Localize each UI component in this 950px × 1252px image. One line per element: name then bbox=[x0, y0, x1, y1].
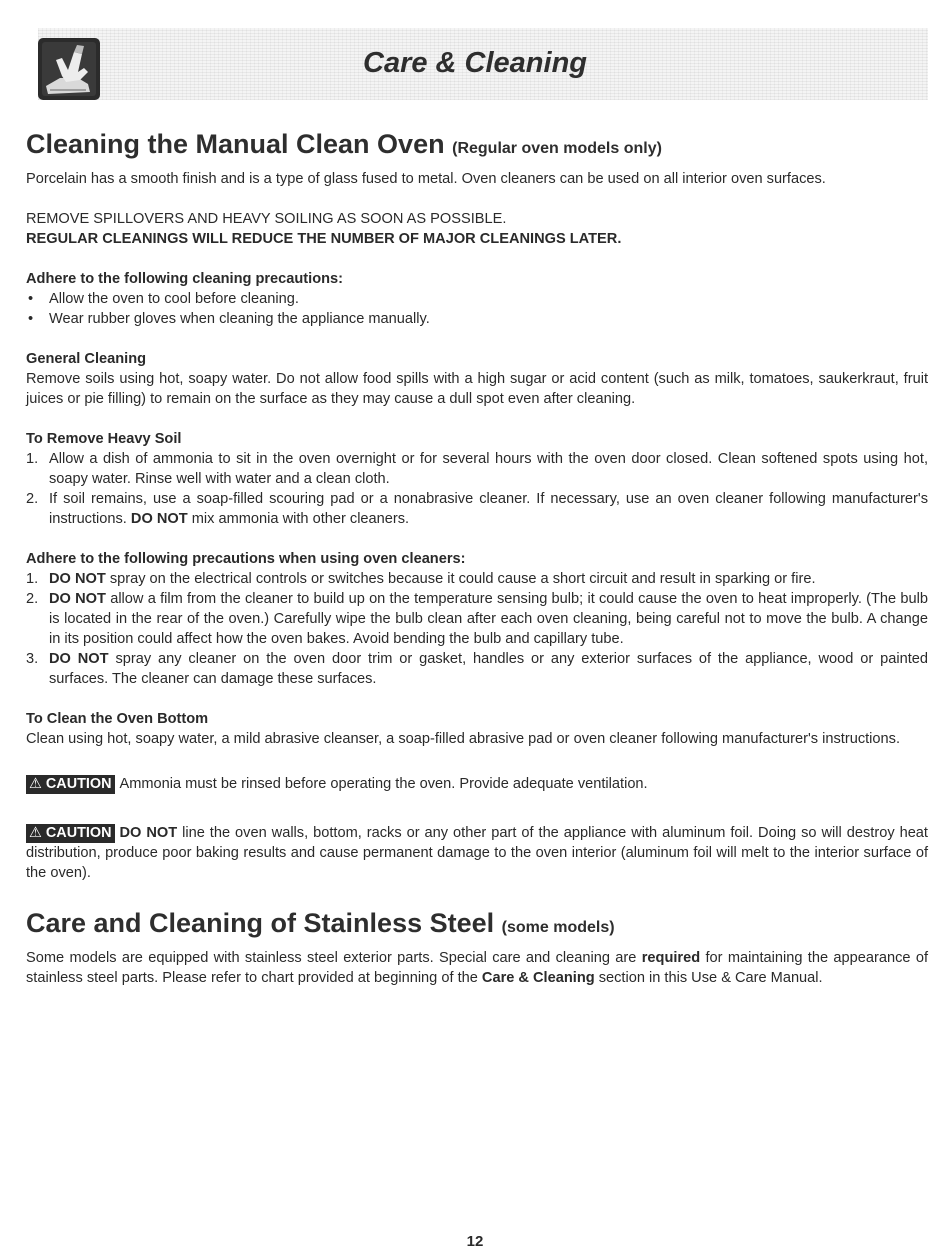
warning-triangle-icon: ⚠ bbox=[29, 776, 42, 792]
section-title-stainless-steel: Care and Cleaning of Stainless Steel (some models) bbox=[26, 908, 615, 938]
notice-regular-cleanings: REGULAR CLEANINGS WILL REDUCE THE NUMBER OF MAJOR CLEANINGS LATER. bbox=[26, 231, 622, 247]
heavy-soil-heading: To Remove Heavy Soil bbox=[26, 431, 182, 447]
general-cleaning-text: Remove soils using hot, soapy water. Do not allow food spills with a high sugar or acid content (such as milk, tomatoes, saukerkraut, fruit juices or pie filling) to remain on the surface as they may cause a dull spot even after cleaning. bbox=[26, 371, 928, 407]
stainless-steel-text: Some models are equipped with stainless steel exterior parts. Special care and cleaning are required for maintaining the appearance of stainless steel parts. Please refer to chart provided at beginning of the Care & Cleaning section in this Use & Care Manual. bbox=[26, 950, 928, 986]
general-cleaning-heading: General Cleaning bbox=[26, 351, 147, 367]
oven-cleaner-precautions-heading: Adhere to the following precautions when using oven cleaners: bbox=[26, 551, 466, 567]
caution-ammonia: ⚠ CAUTION Ammonia must be rinsed before operating the oven. Provide adequate ventilation. bbox=[26, 774, 928, 794]
section-title-manual-clean-oven: Cleaning the Manual Clean Oven (Regular oven models only) bbox=[26, 129, 662, 159]
section-subtitle: (some models) bbox=[501, 919, 615, 936]
precautions-heading: Adhere to the following cleaning precautions: bbox=[26, 271, 344, 287]
intro-paragraph: Porcelain has a smooth finish and is a type of glass fused to metal. Oven cleaners can be used on all interior oven surfaces. bbox=[26, 171, 826, 187]
page-number: 12 bbox=[466, 1233, 484, 1250]
list-item: 1. DO NOT spray on the electrical controls or switches because it could cause a short circuit and result in sparking or fire. bbox=[26, 571, 816, 587]
list-item: • Allow the oven to cool before cleaning. bbox=[26, 289, 928, 309]
cleaning-hand-icon bbox=[38, 38, 100, 100]
heavy-soil-list bbox=[26, 449, 928, 529]
oven-bottom-heading: To Clean the Oven Bottom bbox=[26, 711, 209, 727]
list-item: • Wear rubber gloves when cleaning the appliance manually. bbox=[26, 309, 928, 329]
caution-aluminum-foil: ⚠ CAUTION DO NOT line the oven walls, bottom, racks or any other part of the appliance with aluminum foil. Doing so will destroy heat distribution, produce poor baking results and cause permanent damage to the oven interior (aluminum foil will melt to the interior surface of the oven). bbox=[26, 825, 928, 881]
page-content bbox=[26, 124, 928, 988]
list-item: 2. DO NOT allow a film from the cleaner to build up on the temperature sensing bulb; it could cause the oven to heat improperly. (The bulb is located in the rear of the oven.) Carefully wipe the bulb clean after each oven cleaning, being careful not to move the bulb. A change in its position could affect how the oven bakes. Avoid bending the bulb and capillary tube. bbox=[26, 591, 928, 647]
oven-cleaner-precautions-list bbox=[26, 569, 928, 689]
precautions-list bbox=[26, 289, 928, 329]
list-item: 2. If soil remains, use a soap-filled scouring pad or a nonabrasive cleaner. If necessary, use an oven cleaner following manufacturer's instructions. DO NOT mix ammonia with other cleaners. bbox=[26, 491, 928, 527]
list-item: 1. Allow a dish of ammonia to sit in the oven overnight or for several hours with the oven door closed. Clean softened spots using hot, soapy water. Rinse well with water and a clean cloth. bbox=[26, 451, 928, 487]
list-item: 3. DO NOT spray any cleaner on the oven door trim or gasket, handles or any exterior surfaces of the appliance, wood or painted surfaces. The cleaner can damage these surfaces. bbox=[26, 651, 928, 687]
notice-spillovers: REMOVE SPILLOVERS AND HEAVY SOILING AS SOON AS POSSIBLE. bbox=[26, 211, 507, 227]
caution-badge: ⚠ CAUTION bbox=[26, 775, 115, 794]
page-header-title: Care & Cleaning bbox=[363, 47, 587, 79]
section-subtitle: (Regular oven models only) bbox=[452, 140, 662, 157]
warning-triangle-icon: ⚠ bbox=[29, 825, 42, 841]
caution-badge: ⚠ CAUTION bbox=[26, 824, 115, 843]
oven-bottom-text: Clean using hot, soapy water, a mild abrasive cleanser, a soap-filled abrasive pad or oven cleaner following manufacturer's instructions. bbox=[26, 731, 901, 747]
